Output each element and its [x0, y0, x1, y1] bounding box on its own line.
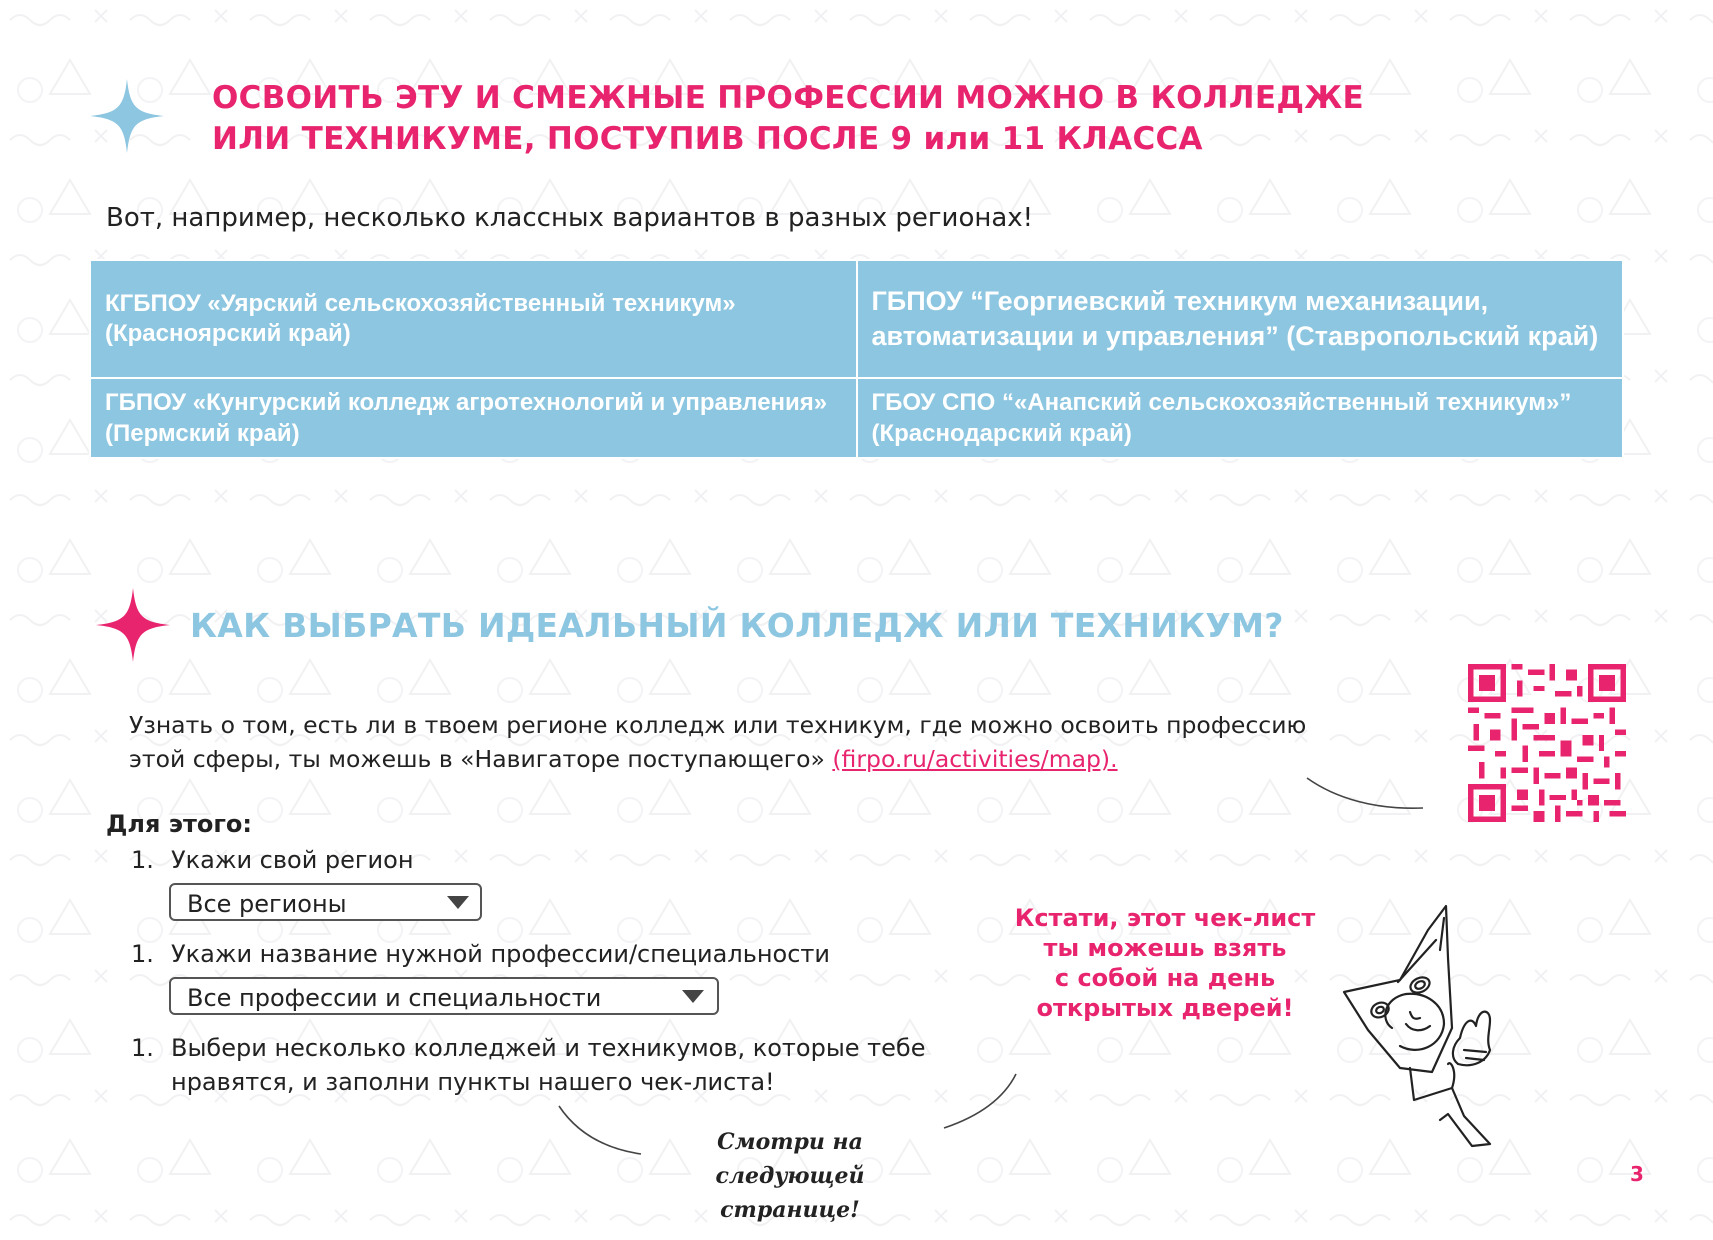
region-dropdown-value: Все регионы [187, 890, 347, 918]
chevron-down-icon [682, 990, 704, 1003]
navigator-paragraph [129, 708, 1379, 776]
colleges-table [89, 259, 1624, 459]
paragraph-line [129, 742, 1379, 776]
table-cell: КГБПОУ «Уярский сельскохозяйственный техникум» (Красноярский край) [90, 260, 857, 378]
table-cell: ГБПОУ “Георгиевский техникум механизации, автоматизации и управления” (Ставропольский край) [857, 260, 1624, 378]
step-text: Укажи свой регион [171, 846, 414, 874]
step-number: 1. [131, 940, 154, 968]
checklist-note-line: открытых дверей! [1036, 994, 1294, 1022]
step-text: Выбери несколько колледжей и техникумов, которые тебе [171, 1034, 926, 1062]
profession-dropdown[interactable] [169, 977, 719, 1015]
page-heading-line1: ОСВОИТЬ ЭТУ И СМЕЖНЫЕ ПРОФЕССИИ МОЖНО В КОЛЛЕДЖЕ [212, 80, 1364, 116]
chevron-down-icon [447, 896, 469, 909]
next-page-note [660, 1125, 920, 1227]
sparkle-star-icon [96, 588, 170, 662]
checklist-note-line: с собой на день [1054, 964, 1276, 992]
table-row [90, 378, 1623, 458]
step-item [131, 843, 731, 877]
profession-dropdown-value: Все профессии и специальности [187, 984, 602, 1012]
paragraph-text: этой сферы, ты можешь в «Навигаторе поступающего» [129, 745, 833, 773]
table-cell: ГБОУ СПО “«Анапский сельскохозяйственный техникум»” (Краснодарский край) [857, 378, 1624, 458]
table-cell: ГБПОУ «Кунгурский колледж агротехнологий и управления» (Пермский край) [90, 378, 857, 458]
sparkle-star-icon [90, 79, 164, 153]
step-number: 1. [131, 846, 154, 874]
intro-text: Вот, например, несколько классных вариантов в разных регионах! [106, 203, 1034, 233]
decorative-curve [555, 1100, 645, 1160]
step-item [131, 1031, 1031, 1101]
qr-code [1468, 664, 1626, 822]
decorative-curve [1305, 770, 1425, 820]
checklist-note-line: ты можешь взять [1043, 934, 1287, 962]
cat-illustration [1340, 900, 1620, 1180]
steps-heading: Для этого: [106, 810, 252, 838]
next-page-note-line: странице! [720, 1197, 860, 1223]
next-page-note-line: Смотри на следующей [715, 1129, 865, 1189]
checklist-note-line: Кстати, этот чек-лист [1014, 904, 1316, 932]
region-dropdown[interactable] [169, 883, 482, 921]
page-number: 3 [1630, 1162, 1644, 1186]
page-heading-line2: ИЛИ ТЕХНИКУМЕ, ПОСТУПИВ ПОСЛЕ 9 или 11 КЛАССА [212, 121, 1203, 157]
step-number: 1. [131, 1034, 154, 1062]
section-heading: КАК ВЫБРАТЬ ИДЕАЛЬНЫЙ КОЛЛЕДЖ ИЛИ ТЕХНИКУМ? [190, 606, 1284, 645]
paragraph-line: Узнать о том, есть ли в твоем регионе колледж или техникум, где можно освоить профессию [129, 711, 1307, 739]
checklist-note [985, 903, 1345, 1023]
step-item [131, 937, 1031, 971]
navigator-link[interactable]: (firpo.ru/activities/map). [832, 745, 1118, 773]
step-text: Укажи название нужной профессии/специальности [171, 940, 830, 968]
table-row [90, 260, 1623, 378]
page-heading [212, 78, 1612, 160]
step-text: нравятся, и заполни пункты нашего чек-листа! [171, 1068, 775, 1096]
